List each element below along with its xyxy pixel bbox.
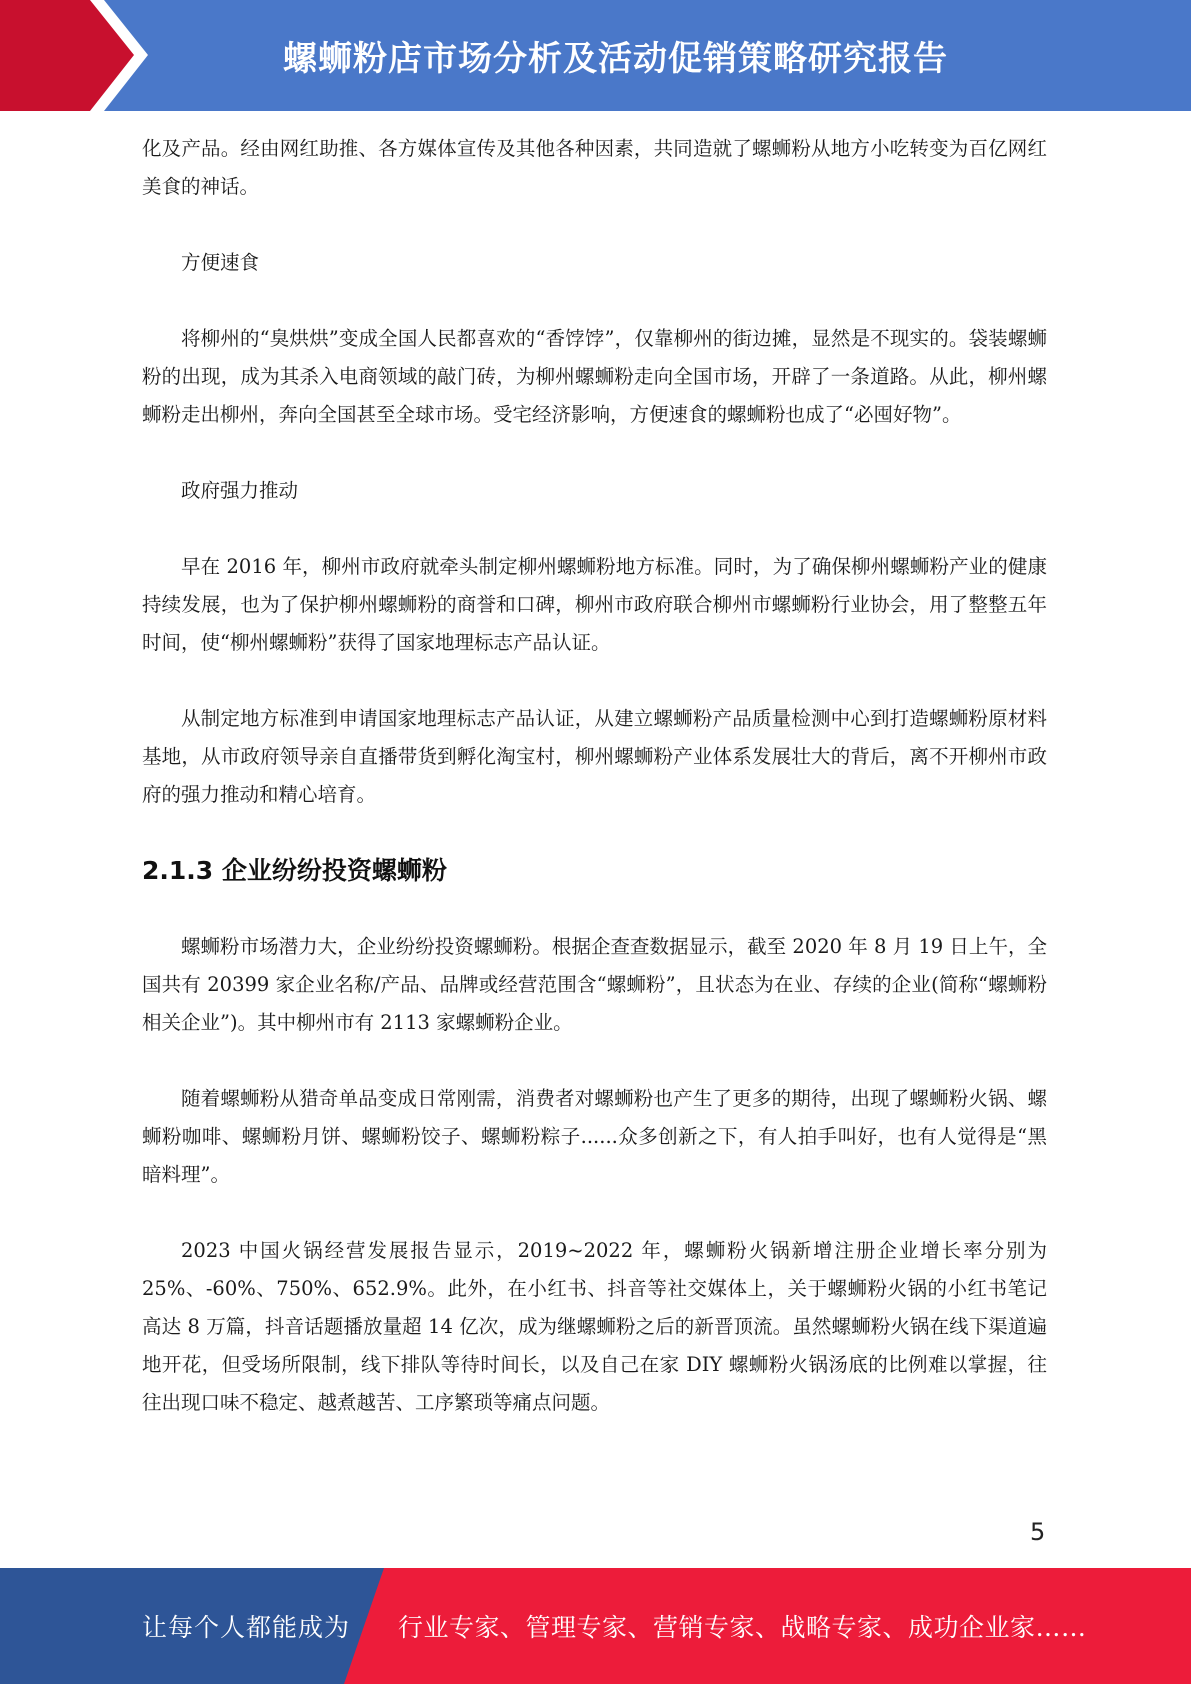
report-title: 螺蛳粉店市场分析及活动促销策略研究报告 (283, 39, 948, 79)
paragraph-convenience-food: 将柳州的“臭烘烘”变成全国人民都喜欢的“香饽饽”，仅靠柳州的街边摊，显然是不现实的。袋装螺蛳粉的出现，成为其杀入电商领域的敲门砖，为柳州螺蛳粉走向全国市场，开辟了一条道路。从此，柳州螺蛳粉走出柳州，奔向全国甚至全球市场。受宅经济影响，方便速食的螺蛳粉也成了“必囤好物”。 (142, 327, 1047, 426)
page-number: 5 (1030, 1518, 1046, 1546)
footer-slogan-right: 行业专家、管理专家、营销专家、战略专家、成功企业家…… (398, 1613, 1087, 1642)
header-banner (0, 0, 1191, 111)
paragraph-government-support: 从制定地方标准到申请国家地理标志产品认证，从建立螺蛳粉产品质量检测中心到打造螺蛳粉原材料基地，从市政府领导亲自直播带货到孵化淘宝村，柳州螺蛳粉产业体系发展壮大的背后，离不开柳州市政府的强力推动和精心培育。 (142, 707, 1047, 806)
header-arrow-decoration (0, 0, 160, 111)
subheading-convenience-food: 方便速食 (181, 251, 260, 274)
footer-slogan-left: 让每个人都能成为 (142, 1613, 351, 1642)
section-heading: 2.1.3 企业纷纷投资螺蛳粉 (142, 856, 447, 885)
paragraph-continuation: 化及产品。经由网红助推、各方媒体宣传及其他各种因素，共同造就了螺蛳粉从地方小吃转变为百亿网红美食的神话。 (142, 137, 1047, 198)
footer-banner (0, 1568, 1191, 1684)
page-body (142, 130, 1047, 1422)
paragraph-enterprise-investment: 螺蛳粉市场潜力大，企业纷纷投资螺蛳粉。根据企查查数据显示，截至 2020 年 8 月 19 日上午，全国共有 20399 家企业名称/产品、品牌或经营范围含“螺蛳粉”，且状态为在业、存续的企业(简称“螺蛳粉相关企业”)。其中柳州市有 2113 家螺蛳粉企业。 (142, 935, 1047, 1034)
subheading-government-push: 政府强力推动 (181, 479, 299, 502)
paragraph-innovation: 随着螺蛳粉从猎奇单品变成日常刚需，消费者对螺蛳粉也产生了更多的期待，出现了螺蛳粉火锅、螺蛳粉咖啡、螺蛳粉月饼、螺蛳粉饺子、螺蛳粉粽子......众多创新之下，有人拍手叫好，也有人觉得是“黑暗料理”。 (142, 1087, 1047, 1186)
paragraph-government-standard: 早在 2016 年，柳州市政府就牵头制定柳州螺蛳粉地方标准。同时，为了确保柳州螺蛳粉产业的健康持续发展，也为了保护柳州螺蛳粉的商誉和口碑，柳州市政府联合柳州市螺蛳粉行业协会，用了整整五年时间，使“柳州螺蛳粉”获得了国家地理标志产品认证。 (142, 555, 1047, 654)
paragraph-hotpot-report: 2023 中国火锅经营发展报告显示，2019~2022 年，螺蛳粉火锅新增注册企业增长率分别为 25%、-60%、750%、652.9%。此外，在小红书、抖音等社交媒体上，关于螺蛳粉火锅的小红书笔记高达 8 万篇，抖音话题播放量超 14 亿次，成为继螺蛳粉之后的新晋顶流。虽然螺蛳粉火锅在线下渠道遍地开花，但受场所限制，线下排队等待时间长，以及自己在家 DIY 螺蛳粉火锅汤底的比例难以掌握，往往出现口味不稳定、越煮越苦、工序繁琐等痛点问题。 (142, 1239, 1047, 1414)
